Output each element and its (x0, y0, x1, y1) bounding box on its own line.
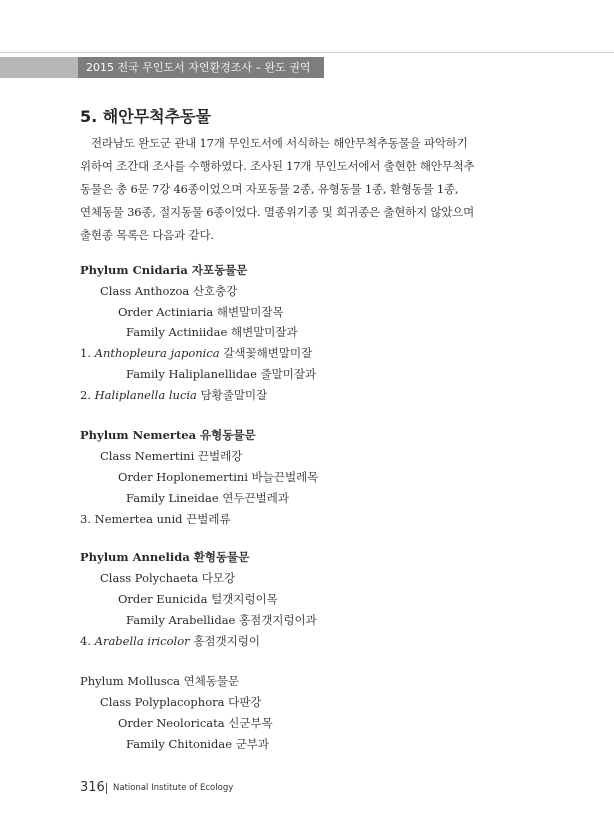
order-eunicida: Order Eunicida 털갯지렁이목 (118, 592, 278, 606)
paragraph-line: 전라남도 완도군 관내 17개 무인도서에 서식하는 해안무척추동물을 파악하기 (91, 136, 468, 150)
species-entry-3 (80, 511, 231, 527)
phylum-annelida: Phylum Annelida 환형동물문 (80, 550, 250, 564)
species-entry-2 (80, 387, 267, 403)
species-number: 1. (80, 346, 91, 360)
class-nemertini: Class Nemertini 끈벌레강 (100, 449, 243, 463)
phylum-cnidaria: Phylum Cnidaria 자포동물문 (80, 263, 248, 277)
species-number: 2. (80, 388, 91, 402)
class-polychaeta: Class Polychaeta 다모강 (100, 571, 236, 585)
species-korean-name: 홍점갯지렁이 (193, 634, 260, 648)
species-number: 4. (80, 634, 91, 648)
family-haliplanellidae: Family Haliplanellidae 줄말미잘과 (126, 367, 317, 381)
order-actiniaria: Order Actiniaria 해변말미잘목 (118, 305, 284, 319)
species-name: Nemertea unid 끈벌레류 (94, 512, 231, 526)
order-hoplonemertini: Order Hoplonemertini 바늘끈벌레목 (118, 470, 319, 484)
species-entry-4 (80, 633, 260, 649)
species-scientific-name: Anthopleura japonica (94, 346, 220, 360)
family-chitonidae: Family Chitonidae 군부과 (126, 737, 269, 751)
section-title: 5. 해안무척추동물 (80, 107, 211, 126)
family-actiniidae: Family Actiniidae 해변말미잘과 (126, 325, 298, 339)
species-korean-name: 담황줄말미잘 (200, 388, 268, 402)
species-entry-1 (80, 345, 312, 361)
paragraph-line: 출현종 목록은 다음과 같다. (80, 228, 214, 242)
paragraph-line: 위하여 조간대 조사를 수행하였다. 조사된 17개 무인도서에서 출현한 해안무척추 (80, 159, 475, 173)
species-number: 3. (80, 512, 91, 526)
running-title: 2015 전국 무인도서 자연환경조사 – 완도 권역 (78, 57, 324, 78)
family-lineidae: Family Lineidae 연두끈벌레과 (126, 491, 290, 505)
phylum-nemertea: Phylum Nemertea 유형동물문 (80, 428, 256, 442)
footer-organization: National Institute of Ecology (113, 783, 234, 793)
species-scientific-name: Haliplanella lucia (94, 388, 197, 402)
species-korean-name: 갈색꽃해변말미잘 (223, 346, 313, 360)
intro-paragraph (80, 132, 536, 247)
phylum-mollusca: Phylum Mollusca 연체동물문 (80, 674, 240, 688)
class-polyplacophora: Class Polyplacophora 다판강 (100, 695, 262, 709)
species-scientific-name: Arabella iricolor (94, 634, 190, 648)
order-neoloricata: Order Neoloricata 신군부목 (118, 716, 273, 730)
family-arabellidae: Family Arabellidae 홍점갯지렁이과 (126, 613, 317, 627)
paragraph-line: 연체동물 36종, 절지동물 6종이었다. 멸종위기종 및 희귀종은 출현하지 않았으며 (80, 205, 475, 219)
paragraph-line: 동물은 총 6문 7강 46종이었으며 자포동물 2종, 유형동물 1종, 환형동물 1종, (80, 182, 459, 196)
class-anthozoa: Class Anthozoa 산호충강 (100, 284, 238, 298)
header-rule (0, 52, 614, 53)
page-number: 316 (80, 780, 105, 795)
footer-divider (106, 783, 107, 794)
